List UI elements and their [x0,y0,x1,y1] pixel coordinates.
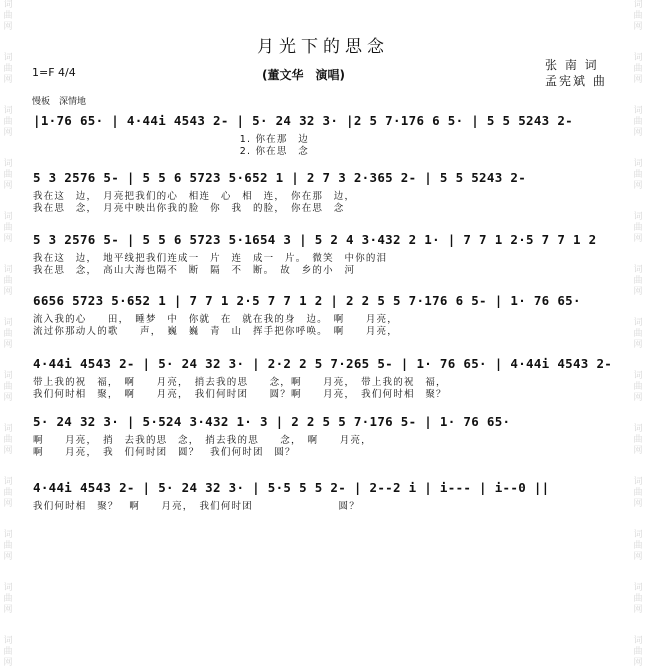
watermark-char: 网 [3,75,13,85]
watermark-char: 词 [633,159,643,169]
lyric-line: 流过你那动人的歌 声， 巍 巍 青 山 挥手把你呼唤。 啊 月亮， [33,326,399,337]
lyric-line: 我在思 念， 月亮中映出你我的脸 你 我 的脸， 你在思 念 [33,203,345,214]
watermark-char: 曲 [3,170,13,180]
notation-line: |1·76 65· | 4·44i 4543 2- | 5· 24 32 3· |2 5 7·176 6 5· | 5 5 5243 2- [33,113,573,128]
watermark-char: 词 [633,371,643,381]
watermark-char: 曲 [633,64,643,74]
watermark-char: 曲 [3,435,13,445]
lyric-line: 我们何时相 聚？ 啊 月亮， 我们何时团 圆？ [33,501,360,512]
watermark-char: 曲 [3,11,13,21]
lyricist-credit: 张 南 词 [545,58,599,72]
watermark-char: 词 [3,212,13,222]
key-signature: 1=F 4/4 [32,66,76,79]
watermark-left [1,0,15,668]
watermark-char: 网 [3,658,13,668]
singer-credit: (董文华 演唱) [262,68,345,82]
watermark-char: 网 [633,446,643,456]
watermark-char: 曲 [633,329,643,339]
watermark-char: 词 [3,318,13,328]
watermark-char: 网 [633,499,643,509]
watermark-char: 曲 [3,223,13,233]
watermark-char: 网 [3,446,13,456]
notation-line: 4·44i 4543 2- | 5· 24 32 3· | 2·2 2 5 7·265 5- | 1· 76 65· | 4·44i 4543 2- [33,356,613,371]
watermark-char: 曲 [3,117,13,127]
watermark-char: 曲 [3,276,13,286]
lyric-line: 我们何时相 聚， 啊 月亮， 我们何时团 圆？啊 月亮， 我们何时相 聚？ [33,389,447,400]
watermark-char: 词 [633,583,643,593]
watermark-char: 网 [633,287,643,297]
watermark-char: 词 [3,371,13,381]
watermark-char: 词 [633,53,643,63]
watermark-char: 词 [3,477,13,487]
watermark-char: 曲 [3,594,13,604]
notation-line: 6656 5723 5·652 1 | 7 7 1 2·5 7 7 1 2 | 2 2 5 5 7·176 6 5- | 1· 76 65· [33,293,581,308]
watermark-char: 网 [3,340,13,350]
watermark-char: 网 [633,22,643,32]
lyric-line: 流入我的心 田， 睡梦 中 你就 在 就在我的身 边。 啊 月亮， [33,314,399,325]
lyric-line: 啊 月亮， 我 们何时团 圆？ 我们何时团 圆？ [33,447,296,458]
watermark-char: 曲 [633,11,643,21]
watermark-char: 词 [633,265,643,275]
watermark-char: 曲 [633,117,643,127]
watermark-char: 词 [3,53,13,63]
watermark-char: 词 [633,212,643,222]
lyric-line: 我在这 边， 月亮把我们的心 相连 心 相 连， 你在那 边， [33,191,356,202]
watermark-char: 网 [3,552,13,562]
watermark-char: 网 [633,181,643,191]
watermark-char: 词 [3,106,13,116]
watermark-char: 曲 [633,594,643,604]
lyric-line: 啊 月亮， 捎 去我的思 念， 捎去我的思 念， 啊 月亮， [33,435,372,446]
watermark-char: 词 [3,159,13,169]
lyric-line: 带上我的祝 福， 啊 月亮， 捎去我的思 念，啊 月亮， 带上我的祝 福， [33,377,447,388]
watermark-char: 词 [3,530,13,540]
lyric-line: 我在这 边， 地平线把我们连成一 片 连 成一 片。 微笑 中你的泪 [33,253,388,264]
watermark-char: 曲 [3,647,13,657]
watermark-char: 网 [3,393,13,403]
watermark-char: 曲 [633,170,643,180]
watermark-char: 网 [633,75,643,85]
watermark-char: 词 [3,583,13,593]
watermark-char: 曲 [633,647,643,657]
watermark-right [631,0,645,668]
watermark-char: 网 [633,658,643,668]
watermark-char: 词 [633,0,643,10]
watermark-char: 曲 [3,329,13,339]
watermark-char: 曲 [3,541,13,551]
tempo-marking: 慢板 深情地 [32,97,87,107]
notation-line: 5 3 2576 5- | 5 5 6 5723 5·652 1 | 2 7 3 2·365 2- | 5 5 5243 2- [33,170,527,185]
watermark-char: 网 [633,234,643,244]
watermark-char: 曲 [633,276,643,286]
watermark-char: 曲 [633,382,643,392]
composer-credit: 孟宪斌 曲 [545,74,607,88]
watermark-char: 词 [3,636,13,646]
notation-line: 5· 24 32 3· | 5·524 3·432 1· 3 | 2 2 5 5 7·176 5- | 1· 76 65· [33,414,511,429]
watermark-char: 网 [633,128,643,138]
watermark-char: 网 [3,499,13,509]
watermark-char: 网 [3,605,13,615]
watermark-char: 网 [3,287,13,297]
watermark-char: 曲 [3,488,13,498]
watermark-char: 词 [3,424,13,434]
watermark-char: 词 [633,424,643,434]
watermark-char: 词 [633,636,643,646]
watermark-char: 曲 [3,382,13,392]
lyric-line: 2. 你在思 念 [33,146,309,157]
watermark-char: 词 [633,477,643,487]
watermark-char: 曲 [3,64,13,74]
watermark-char: 网 [3,22,13,32]
notation-line: 4·44i 4543 2- | 5· 24 32 3· | 5·5 5 5 2- | 2--2 i | i--- | i--0 || [33,480,550,495]
watermark-char: 词 [3,0,13,10]
watermark-char: 词 [633,530,643,540]
watermark-char: 词 [3,265,13,275]
watermark-char: 曲 [633,435,643,445]
watermark-char: 曲 [633,223,643,233]
watermark-char: 词 [633,318,643,328]
lyric-line: 1. 你在那 边 [33,134,309,145]
watermark-char: 网 [633,340,643,350]
watermark-char: 网 [633,605,643,615]
watermark-char: 词 [633,106,643,116]
song-title: 月光下的思念 [257,37,389,57]
watermark-char: 网 [633,552,643,562]
watermark-char: 曲 [633,488,643,498]
watermark-char: 网 [3,234,13,244]
watermark-char: 曲 [633,541,643,551]
lyric-line: 我在思 念， 高山大海也隔不 断 隔 不 断。 故 乡的小 河 [33,265,356,276]
watermark-char: 网 [3,181,13,191]
watermark-char: 网 [3,128,13,138]
watermark-char: 网 [633,393,643,403]
notation-line: 5 3 2576 5- | 5 5 6 5723 5·1654 3 | 5 2 4 3·432 2 1· | 7 7 1 2·5 7 7 1 2 [33,232,597,247]
